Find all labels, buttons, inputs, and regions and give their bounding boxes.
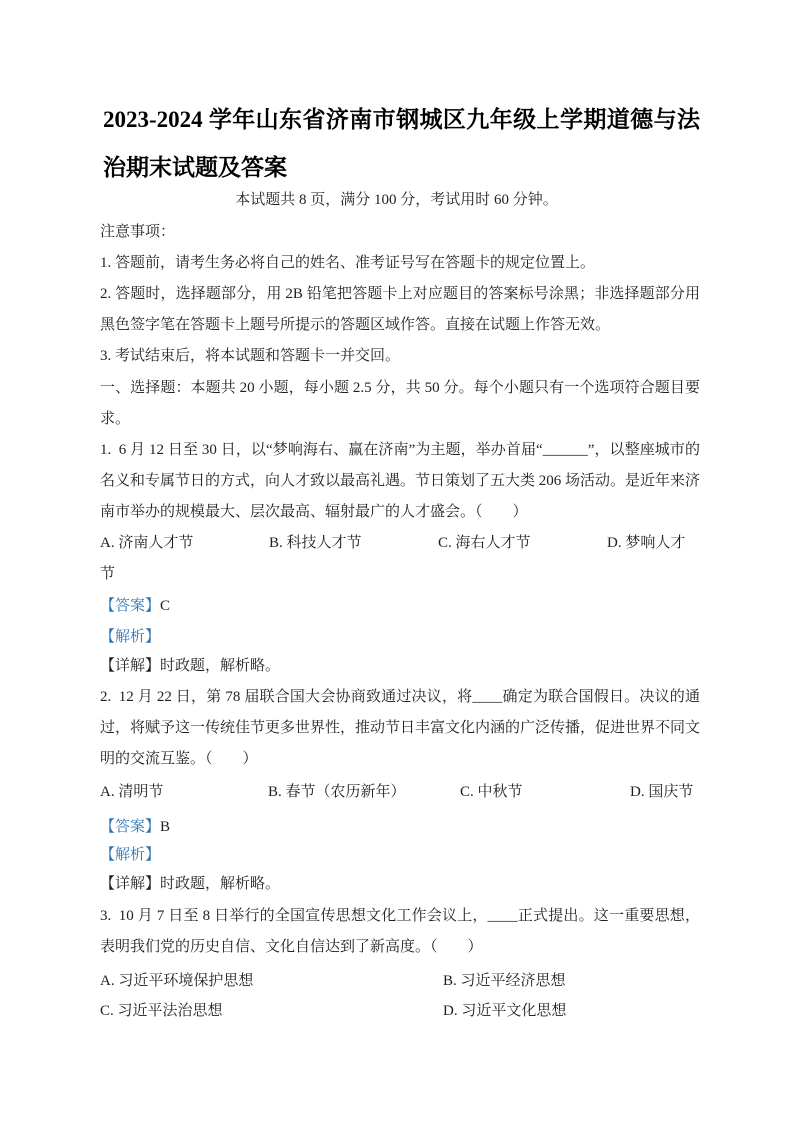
option-c: C. 习近平法治思想	[100, 1003, 223, 1019]
question-1-answer	[100, 591, 700, 622]
note-line-1: 1. 答题前，请考生务必将自己的姓名、准考证号写在答题卡的规定位置上。	[100, 255, 596, 271]
answer-label: 【答案】	[100, 598, 161, 614]
option-d: D. 梦响人才节	[100, 535, 686, 582]
section-heading: 一、选择题：本题共 20 小题，每小题 2.5 分，共 50 分。每个小题只有一个选项符合题目要求。	[100, 380, 700, 427]
question-3-stem	[100, 901, 700, 963]
question-1-analysis	[100, 622, 700, 653]
analysis-label: 【解析】	[100, 629, 161, 645]
option-d: D. 习近平文化思想	[443, 1003, 567, 1019]
answer-label: 【答案】	[100, 819, 161, 835]
option-b: B. 科技人才节	[269, 535, 362, 551]
question-1-options	[100, 528, 700, 590]
detail-label: 【详解】	[100, 876, 161, 892]
option-a: A. 济南人才节	[100, 535, 194, 551]
option-c: C. 海右人才节	[438, 535, 531, 551]
question-text: 10 月 7 日至 8 日举行的全国宣传思想文化工作会议上，____正式提出。这一重要思想，表明我们党的历史自信、文化自信达到了新高度。（ ）	[100, 908, 700, 955]
question-1-detail	[100, 651, 700, 682]
doc-subtitle: 本试题共 8 页，满分 100 分，考试用时 60 分钟。	[235, 192, 558, 208]
answer-value: C	[160, 598, 171, 614]
note-line-2: 2. 答题时，选择题部分，用 2B 铅笔把答题卡上对应题目的答案标号涂黑；非选择题部分用黑色签字笔在答题卡上题号所提示的答题区域作答。直接在试题上作答无效。	[100, 286, 700, 333]
detail-text: 时政题，解析略。	[160, 876, 281, 892]
option-c: C. 中秋节	[460, 784, 523, 800]
detail-label: 【详解】	[100, 658, 161, 674]
option-b: B. 春节（农历新年）	[268, 784, 406, 800]
question-text: 12 月 22 日，第 78 届联合国大会协商致通过决议，将____确定为联合国假日。决议的通过，将赋予这一传统佳节更多世界性，推动节日丰富文化内涵的广泛传播，促进世界不同文明的交流互鉴。（ ）	[100, 689, 701, 767]
answer-value: B	[160, 819, 171, 835]
question-3-options-row-1	[100, 966, 700, 997]
question-2-stem	[100, 682, 700, 775]
option-a: A. 清明节	[100, 784, 164, 800]
question-number: 3.	[100, 908, 112, 924]
note-line-3: 3. 考试结束后，将本试题和答题卡一并交回。	[100, 348, 401, 364]
option-a: A. 习近平环境保护思想	[100, 973, 254, 989]
question-2-options	[100, 777, 700, 808]
page-title: 2023-2024 学年山东省济南市钢城区九年级上学期道德与法治期末试题及答案	[103, 107, 700, 180]
question-2-detail	[100, 869, 700, 900]
question-number: 2.	[100, 689, 112, 705]
question-text: 6 月 12 日至 30 日，以“梦响海右、赢在济南”为主题，举办首届“______”，以整座城市的名义和专属节日的方式，向人才致以最高礼遇。节日策划了五大类 206 场活动。是近年来济南市举办的规模最大、层次最高、辐射最广的人才盛会。（ ）	[100, 442, 701, 520]
option-d: D. 国庆节	[630, 784, 694, 800]
question-2-analysis	[100, 840, 700, 871]
question-1-stem	[100, 435, 700, 528]
question-3-options-row-2	[100, 996, 700, 1027]
question-number: 1.	[100, 442, 112, 458]
option-b: B. 习近平经济思想	[443, 973, 566, 989]
detail-text: 时政题，解析略。	[160, 658, 281, 674]
notes-heading: 注意事项：	[100, 224, 176, 240]
question-2-answer	[100, 812, 700, 843]
analysis-label: 【解析】	[100, 847, 161, 863]
